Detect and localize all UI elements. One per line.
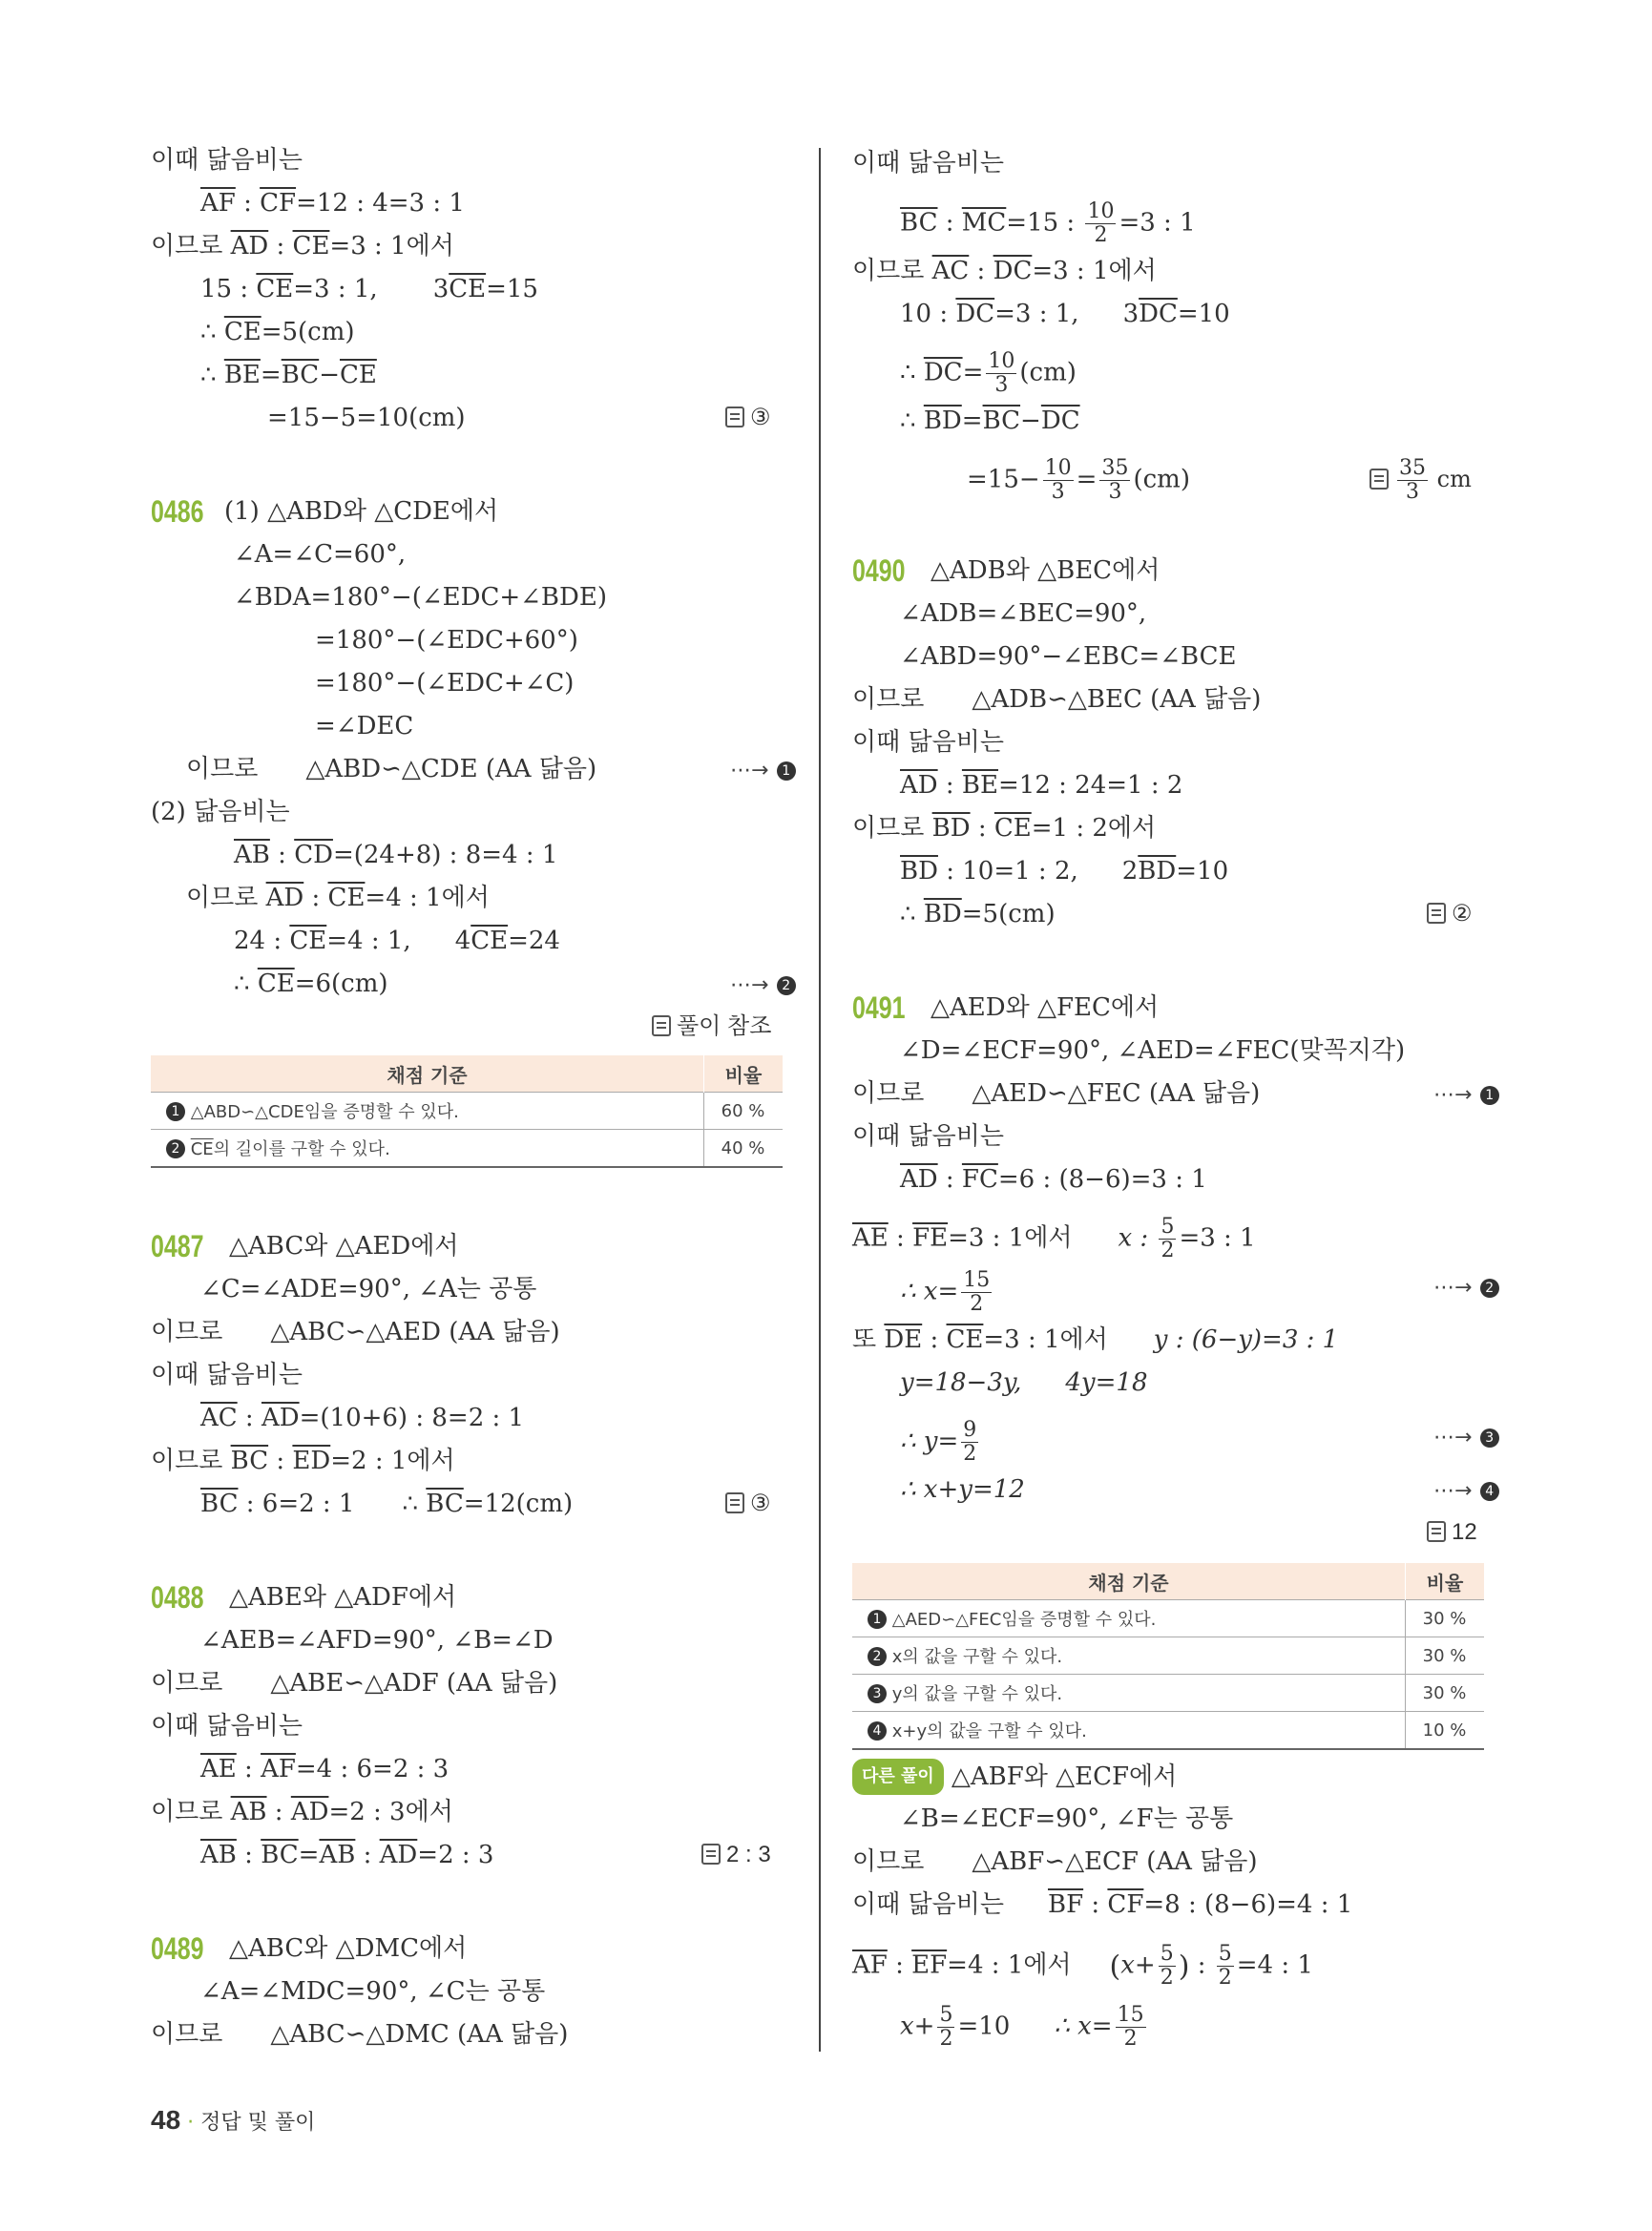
equation: =180°−(∠EDC+∠C)	[315, 669, 575, 698]
equation: ∴ $\overline{CE}=5(cm)$	[200, 318, 355, 346]
answer-icon	[701, 1844, 721, 1865]
step-marker: ⋯→ 3	[1433, 1419, 1499, 1455]
fraction: $\frac{5}{2}$	[939, 2003, 953, 2051]
answer-mark: 12	[1427, 1515, 1477, 1550]
text-line: △ABE와 △ADF에서	[229, 1583, 457, 1612]
text-line: 이므로 △ABC∽△AED (AA 닮음)	[151, 1318, 560, 1346]
text-line: 이므로 $\overline{AD}$ : $\overline{CE}=4$ : 1에서	[186, 884, 490, 912]
fraction: $\frac{15}{2}$	[1117, 2003, 1144, 2051]
problem-number: 0487	[151, 1229, 204, 1263]
equation: ∠ADB=∠BEC=90°,	[900, 599, 1147, 628]
equation: $\overline{BC}$ : $\overline{MC}=15$ : $\frac{10}{2}$ =3 : 1	[900, 199, 1196, 247]
text-line: 이므로 △AED∽△FEC (AA 닮음)	[852, 1079, 1261, 1108]
equation: 24 : $\overline{CE}=4$ : 1, $4\overline{CE}=24$	[234, 927, 560, 955]
page-number: 48	[151, 2105, 181, 2135]
problem-number: 0489	[151, 1931, 204, 1966]
answer-mark: ③	[725, 401, 771, 435]
problem-number: 0490	[852, 553, 906, 588]
equation: ∠A=∠MDC=90°, ∠C는 공통	[200, 1977, 546, 2006]
equation: $\overline{AB}$ : $\overline{CD}=(24+8)$ : 8=4 : 1	[234, 841, 558, 869]
table-header: 비율	[704, 1055, 784, 1093]
text-line: 이때 닮음비는	[151, 1712, 303, 1741]
equation: $\overline{AD}$ : $\overline{BE}=12$ : 24=1 : 2	[900, 771, 1183, 800]
table-row: 3 y의 값을 구할 수 있다. 30 %	[852, 1675, 1484, 1712]
answer-icon	[1427, 1521, 1446, 1542]
equation: ∴ $\overline{CE}=6(cm)$	[234, 970, 388, 998]
text-line: (2) 닮음비는	[151, 798, 290, 826]
equation: $\overline{AB}$ : $\overline{BC}=\overline{AB}$ : $\overline{AD}=2$ : 3	[200, 1841, 494, 1869]
text-line: 이므로 $\overline{BC}$ : $\overline{ED}=2$ : 1에서	[151, 1447, 455, 1475]
text-line: 이므로 △ABF∽△ECF (AA 닮음)	[852, 1847, 1258, 1876]
text-line: 이므로 $\overline{BD}$ : $\overline{CE}=1$ : 2에서	[852, 814, 1157, 843]
equation: =180°−(∠EDC+60°)	[315, 626, 578, 655]
equation: ∴ y= $\frac{9}{2}$	[900, 1418, 977, 1466]
equation: $\overline{AE}$ : $\overline{AF}=4$ : 6=2 : 3	[200, 1755, 450, 1783]
equation: y=18−3y, 4y=18	[900, 1368, 1148, 1397]
table-row: 2 x의 값을 구할 수 있다. 30 %	[852, 1637, 1484, 1675]
table-row: 1 △ABD∽△CDE임을 증명할 수 있다. 60 %	[151, 1093, 783, 1130]
footer-label: 정답 및 풀이	[200, 2111, 316, 2135]
equation: ∴ $\overline{DC}=$ $\frac{10}{3}$ (cm)	[900, 349, 1077, 397]
equation: $\overline{AF}$ : $\overline{CF}=12$ : 4=3 : 1	[200, 189, 465, 218]
text-line: 이므로 △ABE∽△ADF (AA 닮음)	[151, 1669, 558, 1698]
text-line: 이때 닮음비는	[852, 1122, 1004, 1151]
fraction: $\frac{5}{2}$	[1160, 1942, 1174, 1990]
problem-number: 0486	[151, 494, 204, 529]
equation: $\overline{BD}$ : 10=1 : 2, $2\overline{BD}=10$	[900, 857, 1229, 886]
equation: =15− $\frac{10}{3}$ = $\frac{35}{3}$ (cm)	[967, 456, 1190, 504]
equation: ∠BDA=180°−(∠EDC+∠BDE)	[234, 583, 608, 612]
table-header: 비율	[1406, 1563, 1485, 1600]
answer-mark: $\frac{35}{3}$ cm	[1370, 457, 1472, 504]
equation: ∴ $\overline{BD}=5(cm)$	[900, 900, 1056, 928]
answer-mark: ②	[1427, 897, 1473, 931]
text-line: 이때 닮음비는	[151, 146, 303, 175]
problem-number: 0491	[852, 990, 906, 1025]
column-divider	[819, 148, 821, 2052]
equation: ∴ x= $\frac{15}{2}$	[900, 1268, 991, 1316]
table-header: 채점 기준	[852, 1563, 1406, 1600]
page-footer: 48 · 정답 및 풀이	[151, 2105, 316, 2135]
fraction: $\frac{10}{3}$	[1044, 456, 1072, 504]
equation: $\overline{AE}$ : $\overline{FE}=3$ : 1에서 x : $\frac{5}{2}$ =3 : 1	[852, 1215, 1256, 1262]
equation: ∠A=∠C=60°,	[234, 540, 407, 569]
answer-icon	[652, 1015, 671, 1036]
grading-table	[852, 1563, 1484, 1750]
equation: ∠C=∠ADE=90°, ∠A는 공통	[200, 1275, 537, 1303]
equation: ∴ $\overline{BE}=\overline{BC}-\overline{CE}$	[200, 361, 377, 389]
table-header: 채점 기준	[151, 1055, 704, 1093]
equation: $\overline{BC}$ : 6=2 : 1 ∴ $\overline{BC}=12(cm)$	[200, 1490, 574, 1518]
text-line: 이므로 $\overline{AB}$ : $\overline{AD}=2$ : 3에서	[151, 1798, 453, 1826]
table-row: 4 x+y의 값을 구할 수 있다. 10 %	[852, 1712, 1484, 1750]
text-line: 이므로 $\overline{AD}$ : $\overline{CE}=3$ : 1에서	[151, 232, 454, 261]
text-line: △ABC와 △AED에서	[229, 1232, 459, 1261]
answer-icon	[1427, 903, 1446, 924]
text-line: 이므로 $\overline{AC}$ : $\overline{DC}=3$ : 1에서	[852, 257, 1157, 285]
answer-icon	[725, 1492, 744, 1513]
step-marker: ⋯→ 1	[1433, 1076, 1499, 1113]
equation: $\overline{AD}$ : $\overline{FC}=6$ : (8−6)=3 : 1	[900, 1165, 1207, 1194]
fraction: $\frac{10}{2}$	[1087, 199, 1115, 247]
equation: 또 $\overline{DE}$ : $\overline{CE}=3$ : 1에서 y : (6−y)=3 : 1	[852, 1325, 1339, 1354]
text-line: 이때 닮음비는	[852, 149, 1004, 177]
alt-solution-badge: 다른 풀이	[852, 1759, 944, 1795]
equation: ∴ x+y=12	[900, 1475, 1025, 1504]
step-marker: ⋯→ 4	[1433, 1472, 1499, 1509]
text-line: 이므로 △ABC∽△DMC (AA 닮음)	[151, 2020, 569, 2049]
answer-icon	[725, 407, 744, 427]
problem-number: 0488	[151, 1580, 204, 1615]
text-line: 이때 닮음비는	[151, 1361, 303, 1389]
answer-icon	[1370, 469, 1389, 490]
equation: 10 : $\overline{DC}=3$ : 1, $3\overline{DC}=10$	[900, 300, 1230, 328]
equation: ∴ $\overline{BD}=\overline{BC}-\overline{DC}$	[900, 407, 1080, 435]
fraction: $\frac{35}{3}$	[1399, 456, 1426, 504]
answer-mark: ③	[725, 1487, 771, 1521]
text-line: 이때 닮음비는	[852, 728, 1004, 757]
equation: ∠D=∠ECF=90°, ∠AED=∠FEC(맞꼭지각)	[900, 1036, 1406, 1065]
text-line: 이므로 △ADB∽△BEC (AA 닮음)	[852, 685, 1262, 714]
step-marker: ⋯→ 2	[1433, 1269, 1499, 1305]
equation: 15 : $\overline{CE}=3$ : 1, $3\overline{CE}=15$	[200, 275, 538, 303]
equation: 이때 닮음비는 $\overline{BF}$ : $\overline{CF}=8$ : (8−6)=4 : 1	[852, 1890, 1353, 1919]
text-line: 다른 풀이 △ABF와 △ECF에서	[852, 1759, 1177, 1795]
table-row: 2 $\overline{CE}$의 길이를 구할 수 있다. 40 %	[151, 1130, 783, 1168]
equation: $\overline{AC}$ : $\overline{AD}=(10+6)$ : 8=2 : 1	[200, 1404, 525, 1432]
equation: $\overline{AF}$ : $\overline{EF}=4$ : 1에서 (x+ $\frac{5}{2}$ ) : $\frac{5}{2}$ =4 : 1	[852, 1942, 1313, 1990]
text-line: △ADB와 △BEC에서	[931, 556, 1161, 585]
equation: =∠DEC	[315, 712, 414, 740]
text-line: 이므로 △ABD∽△CDE (AA 닮음)	[186, 755, 597, 783]
step-marker: ⋯→ 2	[730, 967, 796, 1003]
fraction: $\frac{35}{3}$	[1101, 456, 1129, 504]
fraction: $\frac{10}{3}$	[988, 349, 1015, 397]
equation: ∠AEB=∠AFD=90°, ∠B=∠D	[200, 1626, 554, 1655]
grading-table	[151, 1055, 783, 1168]
text-line: (1) △ABD와 △CDE에서	[224, 497, 499, 526]
fraction: $\frac{15}{2}$	[963, 1268, 991, 1316]
equation: ∠B=∠ECF=90°, ∠F는 공통	[900, 1804, 1234, 1833]
text-line: △ABC와 △DMC에서	[229, 1934, 468, 1963]
text-line: △AED와 △FEC에서	[931, 993, 1160, 1022]
equation: =15−5=10(cm)	[267, 404, 466, 432]
answer-mark: 풀이 참조	[652, 1010, 771, 1044]
fraction: $\frac{9}{2}$	[963, 1418, 977, 1466]
fraction: $\frac{5}{2}$	[1161, 1215, 1175, 1262]
equation: x+ $\frac{5}{2}$ =10 ∴ x= $\frac{15}{2}$	[900, 2003, 1144, 2051]
equation: ∠ABD=90°−∠EBC=∠BCE	[900, 642, 1237, 671]
answer-mark: 2 : 3	[701, 1838, 771, 1872]
table-row: 1 △AED∽△FEC임을 증명할 수 있다. 30 %	[852, 1600, 1484, 1637]
fraction: $\frac{5}{2}$	[1218, 1942, 1232, 1990]
step-marker: ⋯→ 1	[730, 752, 796, 788]
